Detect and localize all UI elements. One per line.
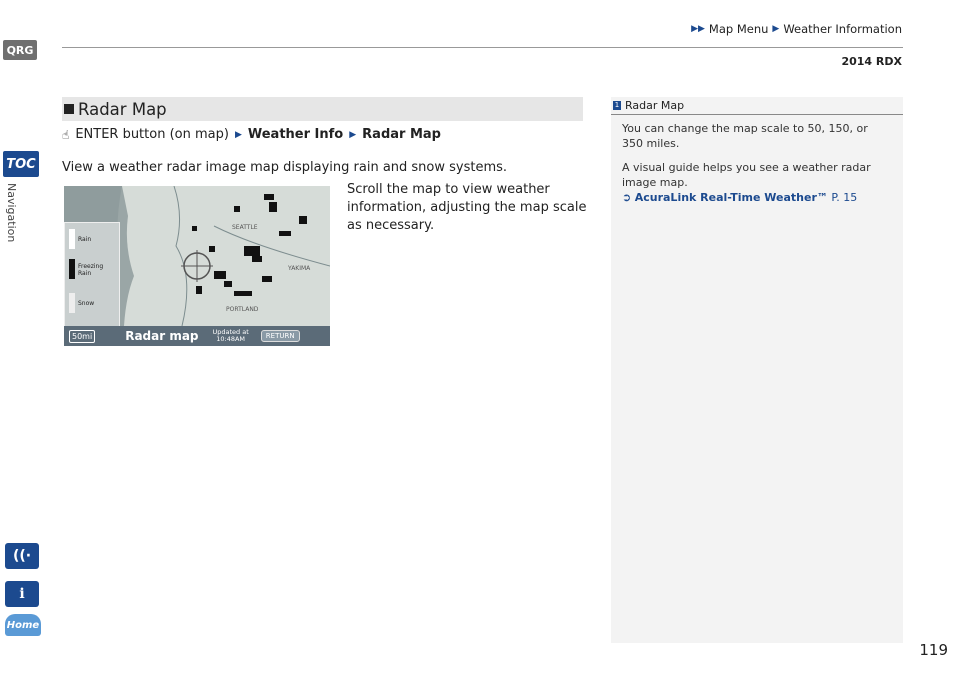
section-title-bar — [62, 97, 583, 121]
arrow-icon: ▶ — [772, 24, 780, 34]
link-text[interactable]: AcuraLink Real-Time Weather™ — [634, 191, 828, 204]
page-number: 119 — [919, 641, 948, 659]
note-paragraph-guide: A visual guide helps you see a weather radar image map. — [622, 161, 871, 189]
return-button[interactable]: RETURN — [261, 330, 300, 342]
model-year: 2014 RDX — [841, 55, 902, 68]
reference-link[interactable] — [622, 190, 892, 205]
intro-text: View a weather radar image map displaying rain and snow systems. — [62, 160, 508, 175]
arrow-icon: ▶ — [234, 129, 242, 140]
radar-legend — [64, 222, 120, 328]
legend-swatch-snow — [69, 293, 75, 313]
chapter-label: Navigation — [5, 183, 18, 243]
menu-path — [62, 127, 441, 142]
link-page[interactable]: P. 15 — [831, 191, 858, 204]
square-bullet-icon — [64, 104, 74, 114]
toc-tab[interactable]: TOC — [3, 151, 39, 177]
info-icon[interactable]: i — [5, 581, 39, 607]
note-panel — [611, 97, 903, 643]
radar-map-image — [64, 186, 330, 346]
note-marker-icon: 1 — [614, 101, 620, 109]
arrow-icon: ▶ — [349, 129, 357, 140]
qrg-tab[interactable]: QRG — [3, 40, 37, 60]
scroll-instructions: Scroll the map to view weather information, adjusting the map scale as necessary. — [347, 182, 587, 233]
link-arrow-icon: ➲ — [622, 191, 632, 204]
note-title: Radar Map — [625, 99, 685, 112]
city-label-seattle: SEATTLE — [232, 224, 258, 231]
note-header — [611, 97, 903, 115]
updated-value: 10:48AM — [216, 335, 246, 343]
note-body — [611, 115, 903, 211]
map-scale[interactable]: 50mi — [69, 330, 95, 343]
map-status-bar — [64, 326, 330, 346]
city-label-yakima: YAKIMA — [288, 265, 311, 272]
path-prefix: ENTER button (on map) — [75, 127, 229, 142]
legend-swatch-rain — [69, 229, 75, 249]
breadcrumb-map-menu[interactable]: Map Menu — [708, 22, 769, 36]
breadcrumb — [691, 22, 902, 36]
note-paragraph-scale: You can change the map scale to 50, 150, or 350 miles. — [622, 122, 868, 150]
legend-label-freezing-rain: Freezing Rain — [78, 263, 104, 277]
breadcrumb-weather-information[interactable]: Weather Information — [783, 22, 902, 36]
home-icon[interactable]: Home — [5, 614, 41, 636]
legend-label-rain: Rain — [78, 236, 92, 243]
updated-label: Updated at — [212, 328, 249, 336]
map-title: Radar map — [125, 329, 199, 343]
arrow-icon: ▶▶ — [691, 24, 705, 34]
path-step-radar-map: Radar Map — [362, 127, 441, 142]
city-label-portland: PORTLAND — [226, 306, 259, 313]
updated-time — [213, 329, 249, 343]
section-title: Radar Map — [78, 99, 167, 119]
path-step-weather-info: Weather Info — [247, 127, 344, 142]
voice-command-icon[interactable]: ((· — [5, 543, 39, 569]
hand-icon: ☝ — [62, 127, 70, 142]
legend-swatch-freezing-rain — [69, 259, 75, 279]
legend-label-snow: Snow — [78, 300, 95, 307]
header-divider — [62, 47, 903, 48]
